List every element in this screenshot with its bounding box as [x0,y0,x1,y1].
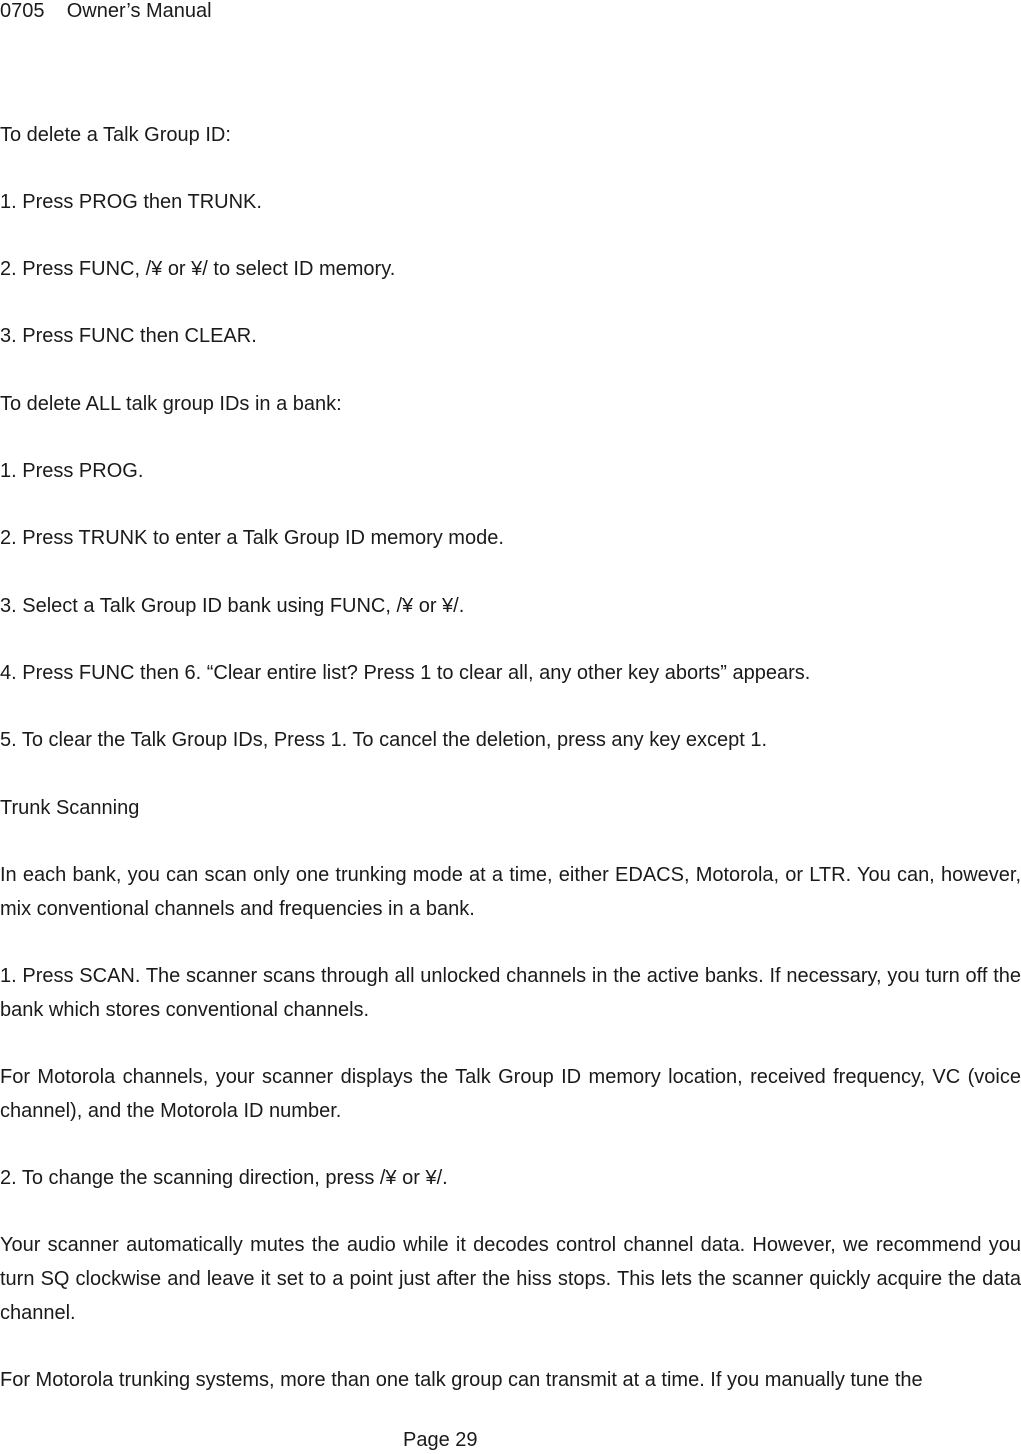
paragraph-mutes: Your scanner automatically mutes the audio while it decodes control channel data. However, we recommend you turn SQ clockwise and leave it set to a point just after the hiss stops. This lets the scanner quickly acquire the data channel. [0,1234,1021,1324]
delete-all-intro: To delete ALL talk group IDs in a bank: [0,393,342,415]
manual-title: Owner’s Manual [66,0,212,22]
delete-all-step-5: 5. To clear the Talk Group IDs, Press 1. To cancel the deletion, press any key except 1. [0,729,768,751]
paragraph-trunking: For Motorola trunking systems, more than one talk group can transmit at a time. If you manually tune the [0,1369,923,1391]
paragraph-motorola: For Motorola channels, your scanner displays the Talk Group ID memory location, received frequency, VC (voice channel), and the Motorola ID number. [0,1066,1021,1122]
delete-step-1: 1. Press PROG then TRUNK. [0,191,262,213]
page-header [0,0,212,22]
paragraph-bank: In each bank, you can scan only one trunking mode at a time, either EDACS, Motorola, or LTR. You can, however, mix conventional channels and frequencies in a bank. [0,864,1021,920]
paragraph-direction: 2. To change the scanning direction, press /¥ or ¥/. [0,1167,448,1189]
manual-code: 0705 [0,0,45,22]
paragraph-scan: 1. Press SCAN. The scanner scans through all unlocked channels in the active banks. If necessary, you turn off the bank which stores conventional channels. [0,965,1021,1021]
delete-all-step-1: 1. Press PROG. [0,460,144,482]
delete-step-3: 3. Press FUNC then CLEAR. [0,325,257,347]
delete-step-2: 2. Press FUNC, /¥ or ¥/ to select ID memory. [0,258,396,280]
delete-all-step-4: 4. Press FUNC then 6. “Clear entire list? Press 1 to clear all, any other key aborts” appears. [0,662,811,684]
delete-intro: To delete a Talk Group ID: [0,124,231,146]
page-number: Page 29 [403,1429,478,1451]
section-heading: Trunk Scanning [0,797,140,819]
delete-all-step-3: 3. Select a Talk Group ID bank using FUNC, /¥ or ¥/. [0,595,465,617]
delete-all-step-2: 2. Press TRUNK to enter a Talk Group ID memory mode. [0,527,504,549]
